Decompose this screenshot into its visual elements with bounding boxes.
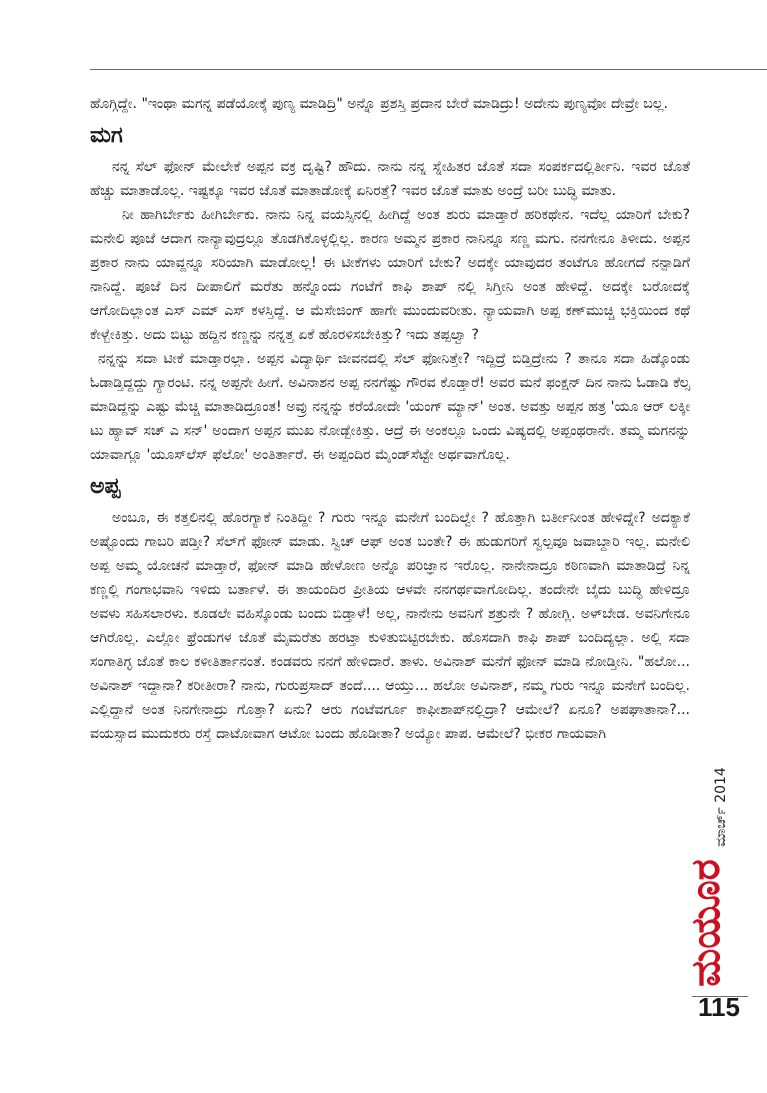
header-rule bbox=[90, 69, 767, 70]
paragraph: ನನ್ನ ಸೆಲ್ ಫೋನ್ ಮೇಲೇಕೆ ಅಪ್ಪನ ವಕ್ರ ದೃಷ್ಟಿ? ಹೌದು. ನಾನು ನನ್ನ ಸ್ನೇಹಿತರ ಜೊತೆ ಸದಾ ಸಂಪರ್ಕದಲ್ಲಿರ್ತೀನಿ. ಇವರ ಜೊತೆ ಹೆಚ್ಚು ಮಾತಾಡೊಲ್ಲ. ಇಷ್ಟಕ್ಕೂ ಇವರ ಜೊತೆ ಮಾತಾಡೋಕ್ಕೆ ಏನಿರತ್ತೆ? ಇವರ ಜೊತೆ ಮಾತು ಅಂದ್ರೆ ಬರೀ ಬುದ್ಧಿ ಮಾತು. bbox=[90, 159, 690, 199]
paragraph: ನೀ ಹಾಗಿರ್ಬೇಕು ಹೀಗಿರ್ಬೇಕು. ನಾನು ನಿನ್ನ ವಯಸ್ಸಿನಲ್ಲಿ ಹೀಗಿದ್ದೆ ಅಂತ ಶುರು ಮಾಡ್ತಾರೆ ಹರಿಕಥೇನ. ಇದೆಲ್ಲ ಯಾರಿಗೆ ಬೇಕು? ಮನೇಲಿ ಪೂಜೆ ಆದಾಗ ನಾನ್ಯಾವುದ್ರಲ್ಲೂ ತೊಡಗಿಕೊಳ್ಳಲ್ಲಿಲ್ಲ. ಕಾರಣ ಅಮ್ಮನ ಪ್ರಕಾರ ನಾನಿನ್ನೂ ಸಣ್ಣ ಮಗು. ನನಗೇನೂ ತಿಳೀದು. ಅಪ್ಪನ ಪ್ರಕಾರ ನಾನು ಯಾವ್ದನ್ನೂ ಸರಿಯಾಗಿ ಮಾಡೋಲ್ಲ! ಈ ಟೀಕೆಗಳು ಯಾರಿಗೆ ಬೇಕು? ಅದಕ್ಕೇ ಯಾವುದರ ತಂಟೆಗೂ ಹೋಗದೆ ನನ್ಪಾಡಿಗೆ ನಾನಿದ್ದೆ. ಪೂಜೆ ದಿನ ದೀಪಾಲಿಗೆ ಮರೆತು ಹನ್ನೊಂದು ಗಂಟೆಗೆ ಕಾಫಿ ಶಾಪ್ ನಲ್ಲಿ ಸಿಗ್ತೀನಿ ಅಂತ ಹೇಳಿದ್ದೆ. ಅದಕ್ಕೇ ಬರೋದಕ್ಕೆ ಆಗೋದಿಲ್ಲಾಂತ ಎಸ್ ಎಮ್ ಎಸ್ ಕಳಸ್ತಿದ್ದೆ. ಆ ಮೆಸೇಜಿಂಗ್ ಹಾಗೇ ಮುಂದುವರೀತು. ನ್ಯಾಯವಾಗಿ ಅಪ್ಪ ಕಣ್‌ಮುಚ್ಚಿ ಭಕ್ತಿಯಿಂದ ಕಥೆ ಕೇಳ್ಬೇಕಿತ್ತು. ಅದು ಬಿಟ್ಟು ಹದ್ದಿನ ಕಣ್ಣನ್ನು ನನ್ನತ್ತ ಏಕೆ ಹೊರಳಿಸಬೇಕಿತ್ತು? ಇದು ತಪ್ಪಲ್ವಾ ? bbox=[90, 207, 690, 343]
paragraph: ಹೊಗ್ಗಿದ್ದೇ. "ಇಂಥಾ ಮಗನ್ನ ಪಡೆಯೋಕ್ಕೆ ಪುಣ್ಯ ಮಾಡಿದ್ರಿ" ಅನ್ನೊ ಪ್ರಶಸ್ತಿ ಪ್ರದಾನ ಬೇರೆ ಮಾಡಿದ್ರು! ಅದೇನು ಪುಣ್ಯವೋ ದೇವ್ರೇ ಬಲ್ಲ. bbox=[90, 96, 668, 112]
magazine-sidebar bbox=[683, 765, 743, 997]
paragraph: ಅಂಬೂ, ಈ ಕತ್ತಲಿನಲ್ಲಿ ಹೊರಗ್ಯಾಕೆ ನಿಂತಿದ್ದೀ ? ಗುರು ಇನ್ನೂ ಮನೇಗೆ ಬಂದಿಲ್ವೇ ? ಹೊತ್ತಾಗಿ ಬರ್ತೀನೀಂತ ಹೇಳಿದ್ನೇ? ಅದಕ್ಯಾಕೆ ಅಷ್ಟೊಂದು ಗಾಬರಿ ಪಡ್ತೀ? ಸೆಲ್‌ಗೆ ಫೋನ್ ಮಾಡು. ಸ್ವಿಚ್ ಆಫ್ ಅಂತ ಬಂತೇ? ಈ ಹುಡುಗರಿಗೆ ಸ್ವಲ್ಪವೂ ಜವಾಬ್ದಾರಿ ಇಲ್ಲ. ಮನೇಲಿ ಅಪ್ಪ ಅಮ್ಮ ಯೋಚನೆ ಮಾಡ್ತಾರೆ, ಫೋನ್ ಮಾಡಿ ಹೇಳೋಣ ಅನ್ನೊ ಪರಿಜ್ಞಾನ ಇರೊಲ್ಲ. ನಾನೇನಾದ್ರೂ ಕಠಿಣವಾಗಿ ಮಾತಾಡಿದ್ರೆ ನಿನ್ನ ಕಣ್ಣಲ್ಲಿ ಗಂಗಾಭವಾನಿ ಇಳಿದು ಬರ್ತಾಳೆ. ಈ ತಾಯಂದಿರ ಪ್ರೀತಿಯ ಆಳವೇ ನನಗರ್ಥವಾಗೋದಿಲ್ಲ. ತಂದೇನೇ ಬೈದು ಬುದ್ಧಿ ಹೇಳಿದ್ರೂ ಅವಳು ಸಹಿಸಲಾರಳು. ಕೂಡಲೇ ವಹಿಸ್ಕೊಂಡು ಬಂದು ಬಿಡ್ತಾಳೆ! ಅಲ್ಲ, ನಾನೇನು ಅವನಿಗೆ ಶತ್ರುನೇ ? ಹೋಗ್ಲಿ. ಅಳ್‌ಬೇಡ. ಅವನಿಗೇನೂ ಆಗಿರೊಲ್ಲ. ಎಲ್ಲೋ ಫ್ರೆಂಡುಗಳ ಜೊತೆ ಮೈಮರೆತು ಹರಟ್ತಾ ಕುಳಿತುಬಿಟ್ಟಿರಬೇಕು. ಹೊಸದಾಗಿ ಕಾಫಿ ಶಾಪ್ ಬಂದಿದ್ಯಲ್ಲಾ. ಅಲ್ಲಿ ಸದಾ ಸಂಗಾತಿಗ್ಳ ಜೊತೆ ಕಾಲ ಕಳೀತಿರ್ತಾನಂತೆ. ಕಂಡವರು ನನಗೆ ಹೇಳಿದಾರೆ. ತಾಳು. ಅವಿನಾಶ್ ಮನೆಗೆ ಫೋನ್ ಮಾಡಿ ನೋಡ್ತೀನಿ. "ಹಲೋ... ಅವಿನಾಶ್ ಇದ್ದಾನಾ? ಕರೀತೀರಾ? ನಾನು, ಗುರುಪ್ರಸಾದ್ ತಂದೆ.... ಆಯ್ತು... ಹಲೋ ಅವಿನಾಶ್, ನಮ್ಮ ಗುರು ಇನ್ನೂ ಮನೇಗೆ ಬಂದಿಲ್ಲ. ಎಲ್ಲಿದ್ದಾನೆ ಅಂತ ನಿನಗೇನಾದ್ರು ಗೊತ್ತಾ? ಏನು? ಆರು ಗಂಟೆವರ್ಗೂ ಕಾಫೀಶಾಪ್‌ನಲ್ಲಿದ್ರಾ? ಆಮೇಲೆ? ಏನೂ? ಅಪಘಾತಾನಾ?... ವಯಸ್ಸಾದ ಮುದುಕರು ರಸ್ತೆ ದಾಟೋವಾಗ ಆಟೋ ಬಂದು ಹೊಡೀತಾ? ಅಯ್ಯೋ ಪಾಪ. ಆಮೇಲೆ? ಭೀಕರ ಗಾಯವಾಗಿ bbox=[90, 510, 690, 742]
issue-date: ಮಾರ್ಚ್ 2014 bbox=[713, 767, 729, 847]
page-number: 115 bbox=[698, 992, 740, 1022]
section-heading-appa: ಅಪ್ಪ bbox=[90, 474, 121, 499]
paragraph: ನನ್ನನ್ನು ಸದಾ ಟೀಕೆ ಮಾಡ್ತಾರಲ್ಲಾ. ಅಪ್ಪನ ವಿದ್ಯಾರ್ಥಿ ಜೀವನದಲ್ಲಿ ಸೆಲ್ ಫೋನಿತ್ತೇ? ಇದ್ದಿದ್ರೆ ಬಿಡ್ತಿದ್ರೇನು ? ತಾನೂ ಸದಾ ಹಿಡ್ಕೊಂಡು ಓಡಾಡ್ತಿದ್ದದ್ದು ಗ್ಯಾರಂಟಿ. ನನ್ನ ಅಪ್ಪನೇ ಹೀಗೆ. ಅವಿನಾಶನ ಅಪ್ಪ ನನಗೆಷ್ಟು ಗೌರವ ಕೊಡ್ತಾರೆ! ಅವರ ಮನೆ ಫಂಕ್ಷನ್ ದಿನ ನಾನು ಓಡಾಡಿ ಕೆಲ್ಸ ಮಾಡಿದ್ದನ್ನು ಎಷ್ಟು ಮೆಚ್ಚಿ ಮಾತಾಡಿದ್ರೂಂತ! ಅವ್ರು ನನ್ನನ್ನು ಕರೆಯೋದೇ 'ಯಂಗ್ ಮ್ಯಾನ್' ಅಂತ. ಅವತ್ತು ಅಪ್ಪನ ಹತ್ರ 'ಯೂ ಆರ್ ಲಕ್ಕೀ ಟು ಹ್ಯಾವ್ ಸಚ್ ಎ ಸನ್' ಅಂದಾಗ ಅಪ್ಪನ ಮುಖ ನೋಡ್ಬೇಕಿತ್ತು. ಆದ್ರೆ ಈ ಅಂಕಲ್ಲೂ ಒಂದು ವಿಷ್ಯದಲ್ಲಿ ಅಪ್ಪಂಥರಾನೇ. ತಮ್ಮ ಮಗನನ್ನು ಯಾವಾಗ್ಲೂ 'ಯೂಸ್‌ಲೆಸ್ ಫೆಲೋ' ಅಂತಿರ್ತಾರೆ. ಈ ಅಪ್ಪಂದಿರ ಮೈಂಡ್‌ಸೆಟ್ಟೇ ಅರ್ಥವಾಗೊಲ್ಲ. bbox=[90, 351, 690, 463]
section-heading-maga: ಮಗ bbox=[90, 123, 123, 148]
magazine-logo-text: ಮಯೂರ bbox=[683, 859, 729, 987]
article-body bbox=[90, 92, 690, 746]
